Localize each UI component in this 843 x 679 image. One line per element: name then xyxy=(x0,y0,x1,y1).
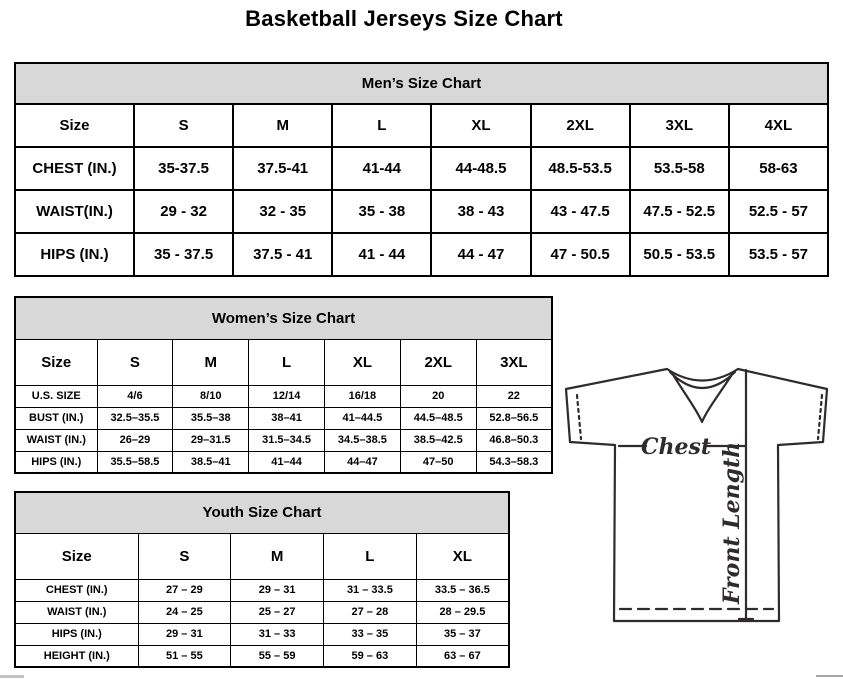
size-value: 46.8–50.3 xyxy=(476,429,552,451)
size-value: 58-63 xyxy=(729,147,828,190)
left-cuff-dashed-line xyxy=(577,395,581,439)
column-header: 2XL xyxy=(531,104,630,147)
size-value: 31 – 33 xyxy=(231,623,324,645)
row-label: HIPS (IN.) xyxy=(15,233,134,276)
table-row xyxy=(15,147,828,190)
row-label: HEIGHT (IN.) xyxy=(15,645,138,667)
size-value: 29–31.5 xyxy=(173,429,249,451)
size-value: 48.5-53.5 xyxy=(531,147,630,190)
column-header: XL xyxy=(416,533,509,579)
size-value: 29 – 31 xyxy=(231,579,324,601)
youth-table-title: Youth Size Chart xyxy=(15,492,509,533)
column-header: S xyxy=(134,104,233,147)
womens-header-row xyxy=(15,339,552,385)
table-row xyxy=(15,190,828,233)
table-row xyxy=(15,385,552,407)
table-row xyxy=(15,601,509,623)
size-value: 63 – 67 xyxy=(416,645,509,667)
size-value: 26–29 xyxy=(97,429,173,451)
womens-size-chart-table xyxy=(14,296,553,474)
youth-size-chart-table xyxy=(14,491,510,668)
column-header: XL xyxy=(431,104,530,147)
size-value: 12/14 xyxy=(249,385,325,407)
table-row xyxy=(15,451,552,473)
size-value: 51 – 55 xyxy=(138,645,231,667)
column-header: S xyxy=(138,533,231,579)
row-label: WAIST (IN.) xyxy=(15,601,138,623)
row-label: HIPS (IN.) xyxy=(15,451,97,473)
size-value: 41–44.5 xyxy=(324,407,400,429)
size-value: 55 – 59 xyxy=(231,645,324,667)
column-header: 3XL xyxy=(630,104,729,147)
size-value: 31 – 33.5 xyxy=(324,579,417,601)
mens-title-row xyxy=(15,63,828,104)
table-row xyxy=(15,623,509,645)
right-cuff-dashed-line xyxy=(818,395,822,439)
size-value: 35 – 37 xyxy=(416,623,509,645)
size-value: 38 - 43 xyxy=(431,190,530,233)
size-value: 53.5 - 57 xyxy=(729,233,828,276)
womens-title-row xyxy=(15,297,552,339)
size-value: 35 - 38 xyxy=(332,190,431,233)
size-value: 22 xyxy=(476,385,552,407)
table-row xyxy=(15,645,509,667)
jersey-outline-icon xyxy=(566,369,827,621)
column-header: M xyxy=(233,104,332,147)
mens-header-row xyxy=(15,104,828,147)
size-value: 41-44 xyxy=(332,147,431,190)
column-header: Size xyxy=(15,339,97,385)
size-value: 47–50 xyxy=(400,451,476,473)
size-value: 20 xyxy=(400,385,476,407)
size-value: 29 – 31 xyxy=(138,623,231,645)
size-value: 44–47 xyxy=(324,451,400,473)
size-value: 35.5–38 xyxy=(173,407,249,429)
size-value: 37.5 - 41 xyxy=(233,233,332,276)
size-value: 47 - 50.5 xyxy=(531,233,630,276)
column-header: 3XL xyxy=(476,339,552,385)
size-value: 35.5–58.5 xyxy=(97,451,173,473)
size-value: 27 – 29 xyxy=(138,579,231,601)
size-value: 31.5–34.5 xyxy=(249,429,325,451)
size-value: 4/6 xyxy=(97,385,173,407)
size-value: 38.5–42.5 xyxy=(400,429,476,451)
size-value: 44 - 47 xyxy=(431,233,530,276)
page-title: Basketball Jerseys Size Chart xyxy=(245,6,563,31)
size-value: 32.5–35.5 xyxy=(97,407,173,429)
scrollbar-thumb-fragment[interactable] xyxy=(0,675,24,678)
size-value: 47.5 - 52.5 xyxy=(630,190,729,233)
row-label: BUST (IN.) xyxy=(15,407,97,429)
size-value: 44-48.5 xyxy=(431,147,530,190)
size-value: 33.5 – 36.5 xyxy=(416,579,509,601)
womens-table-title: Women’s Size Chart xyxy=(15,297,552,339)
size-value: 38.5–41 xyxy=(173,451,249,473)
row-label: CHEST (IN.) xyxy=(15,147,134,190)
column-header: Size xyxy=(15,104,134,147)
row-label: WAIST (IN.) xyxy=(15,429,97,451)
column-header: L xyxy=(332,104,431,147)
column-header: S xyxy=(97,339,173,385)
column-header: L xyxy=(324,533,417,579)
size-value: 44.5–48.5 xyxy=(400,407,476,429)
size-value: 34.5–38.5 xyxy=(324,429,400,451)
column-header: 4XL xyxy=(729,104,828,147)
size-value: 41–44 xyxy=(249,451,325,473)
column-header: Size xyxy=(15,533,138,579)
size-value: 25 – 27 xyxy=(231,601,324,623)
size-value: 38–41 xyxy=(249,407,325,429)
jersey-collar-icon xyxy=(667,369,738,422)
column-header: M xyxy=(231,533,324,579)
size-value: 33 – 35 xyxy=(324,623,417,645)
size-value: 16/18 xyxy=(324,385,400,407)
size-value: 27 – 28 xyxy=(324,601,417,623)
size-value: 43 - 47.5 xyxy=(531,190,630,233)
table-row xyxy=(15,233,828,276)
row-label: U.S. SIZE xyxy=(15,385,97,407)
mens-size-chart-table xyxy=(14,62,829,277)
size-value: 50.5 - 53.5 xyxy=(630,233,729,276)
column-header: 2XL xyxy=(400,339,476,385)
size-value: 59 – 63 xyxy=(324,645,417,667)
chest-label: Chest xyxy=(640,434,712,460)
size-value: 37.5-41 xyxy=(233,147,332,190)
mens-table-title: Men’s Size Chart xyxy=(15,63,828,104)
size-value: 35-37.5 xyxy=(134,147,233,190)
size-value: 32 - 35 xyxy=(233,190,332,233)
row-label: WAIST(IN.) xyxy=(15,190,134,233)
front-length-label: Front Length xyxy=(719,441,745,605)
row-label: CHEST (IN.) xyxy=(15,579,138,601)
size-value: 8/10 xyxy=(173,385,249,407)
column-header: XL xyxy=(324,339,400,385)
row-label: HIPS (IN.) xyxy=(15,623,138,645)
table-row xyxy=(15,407,552,429)
scrollbar-thumb-fragment[interactable] xyxy=(816,675,843,677)
youth-header-row xyxy=(15,533,509,579)
size-value: 41 - 44 xyxy=(332,233,431,276)
size-value: 54.3–58.3 xyxy=(476,451,552,473)
size-value: 52.8–56.5 xyxy=(476,407,552,429)
size-value: 35 - 37.5 xyxy=(134,233,233,276)
size-value: 28 – 29.5 xyxy=(416,601,509,623)
jersey-measurement-diagram xyxy=(556,358,843,670)
youth-title-row xyxy=(15,492,509,533)
size-value: 29 - 32 xyxy=(134,190,233,233)
column-header: L xyxy=(249,339,325,385)
size-value: 52.5 - 57 xyxy=(729,190,828,233)
column-header: M xyxy=(173,339,249,385)
size-value: 53.5-58 xyxy=(630,147,729,190)
table-row xyxy=(15,429,552,451)
size-value: 24 – 25 xyxy=(138,601,231,623)
table-row xyxy=(15,579,509,601)
